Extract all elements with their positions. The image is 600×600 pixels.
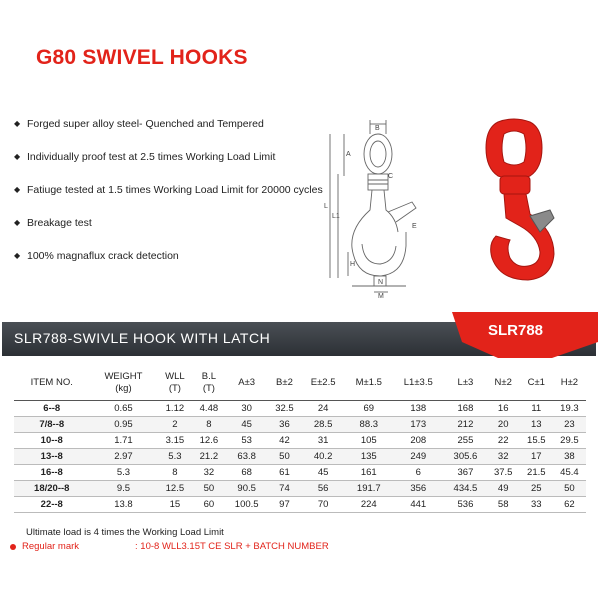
diamond-bullet-icon: ◆: [14, 152, 21, 161]
diagram-label-c: C: [388, 173, 394, 180]
table-row: 22--8 13.8 15 60 100.5 97 70 224 441 536 58 33 62: [14, 497, 586, 513]
col-header: L±3: [444, 366, 487, 401]
red-swivel-hook-image: [470, 118, 582, 283]
col-header: WEIGHT (kg): [90, 366, 158, 401]
diagram-label-b: B: [375, 125, 380, 132]
diamond-bullet-icon: ◆: [14, 119, 21, 128]
feature-item: ◆ Forged super alloy steel- Quenched and Tempered: [14, 118, 264, 130]
diagram-label-m: M: [378, 293, 384, 298]
page-title: G80 SWIVEL HOOKS: [36, 46, 248, 69]
diagram-label-e: E: [412, 223, 417, 230]
red-dot-icon: [10, 544, 16, 550]
feature-item: ◆ Individually proof test at 2.5 times Working Load Limit: [14, 151, 276, 163]
table-row: 10--8 1.71 3.15 12.6 53 42 31 105 208 255 22 15.5 29.5: [14, 433, 586, 449]
spec-table: [14, 366, 586, 513]
table-row: 7/8--8 0.95 2 8 45 36 28.5 88.3 173 212 20 13 23: [14, 417, 586, 433]
regular-mark-label: Regular mark: [22, 541, 80, 552]
feature-item: ◆ 100% magnaflux crack detection: [14, 250, 179, 262]
diamond-bullet-icon: ◆: [14, 251, 21, 260]
col-header: C±1: [520, 366, 553, 401]
diagram-label-h: H: [350, 261, 356, 268]
regular-mark: [10, 541, 329, 552]
table-row: 18/20--8 9.5 12.5 50 90.5 74 56 191.7 356 434.5 49 25 50: [14, 481, 586, 497]
col-header: N±2: [487, 366, 520, 401]
table-row: 6--8 0.65 1.12 4.48 30 32.5 24 69 138 168 16 11 19.3: [14, 401, 586, 417]
diagram-label-n: N: [378, 279, 384, 286]
table-header-row: [14, 366, 586, 401]
col-header: B±2: [268, 366, 301, 401]
table-row: 16--8 5.3 8 32 68 61 45 161 6 367 37.5 21.5 45.4: [14, 465, 586, 481]
col-header: A±3: [225, 366, 268, 401]
product-banner: [0, 312, 600, 358]
col-header: ITEM NO.: [14, 366, 90, 401]
col-header: M±1.5: [345, 366, 392, 401]
col-header: B.L (T): [192, 366, 225, 401]
diagram-label-l1: L1: [332, 213, 340, 220]
ultimate-load-note: Ultimate load is 4 times the Working Load Limit: [26, 527, 224, 538]
diagram-label-l: L: [324, 203, 328, 210]
regular-mark-value: : 10-8 WLL3.15T CE SLR + BATCH NUMBER: [135, 541, 329, 552]
diamond-bullet-icon: ◆: [14, 185, 21, 194]
banner-title: SLR788-SWIVLE HOOK WITH LATCH: [14, 330, 271, 346]
feature-item: ◆ Breakage test: [14, 217, 92, 229]
banner-tag-label: SLR788: [488, 322, 544, 339]
feature-item: ◆ Fatiuge tested at 1.5 times Working Load Limit for 20000 cycles: [14, 184, 323, 196]
feature-list: [14, 118, 323, 283]
diagram-label-a: A: [346, 151, 351, 158]
col-header: L1±3.5: [392, 366, 444, 401]
hook-dimension-diagram: [322, 118, 430, 298]
diamond-bullet-icon: ◆: [14, 218, 21, 227]
col-header: WLL (T): [157, 366, 192, 401]
col-header: E±2.5: [301, 366, 345, 401]
col-header: H±2: [553, 366, 586, 401]
table-row: 13--8 2.97 5.3 21.2 63.8 50 40.2 135 249 305.6 32 17 38: [14, 449, 586, 465]
